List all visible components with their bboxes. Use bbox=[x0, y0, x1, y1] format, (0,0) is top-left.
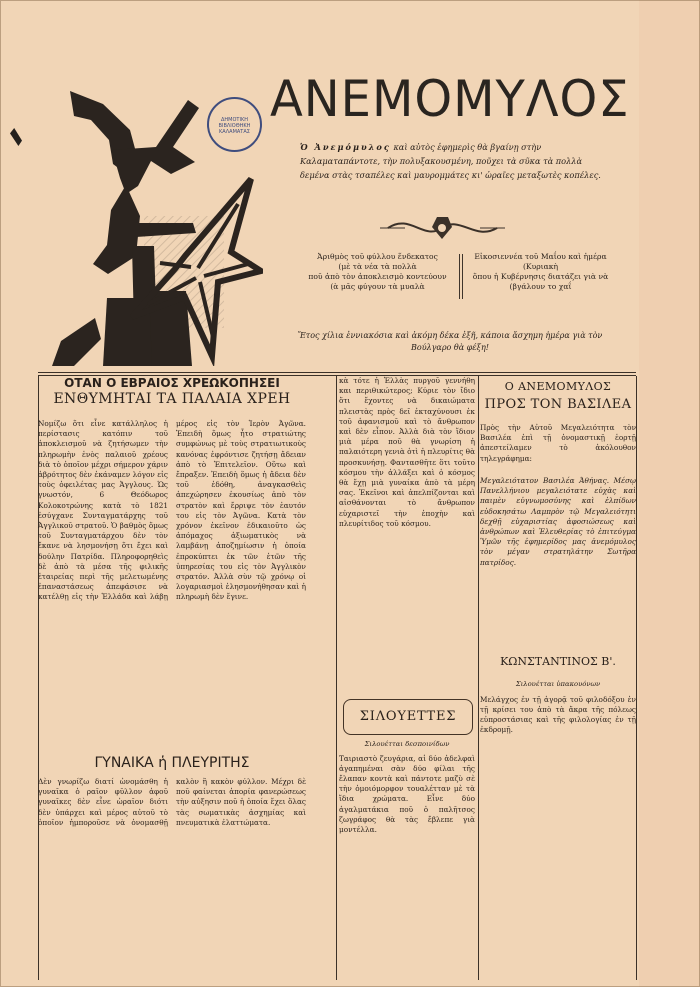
silhouettes-box bbox=[343, 699, 473, 735]
silhouettes-byline: Σιλουέτται δεσποινίδων bbox=[364, 740, 450, 748]
middle-column bbox=[339, 376, 475, 964]
hebrew-subheadline: ΕΝΘΥΜΗΤΑΙ ΤΑ ΠΑΛΑΙΑ ΧΡΕΗ bbox=[53, 391, 291, 407]
hebrew-article bbox=[38, 376, 306, 899]
hebrew-headline: ΟΤΑΝ Ο ΕΒΡΑΙΟΣ ΧΡΕΩΚΟΠΗΣΕΙ bbox=[64, 376, 280, 390]
windmill-telegram: Μεγαλειότατον Βασιλέα Ἀθήνας. Μέσῳ Πανελλήνιου μεγαλειότατε εὐχὰς καὶ παιμὲν εὐγνωμοσύνης καὶ ἐλπίδων εὐδοκησάτω Λαμπρὸν τῷ Μεγαλειότητι δεχθῇ εὐχαριστίας ἀφοσιώσεως καὶ ἀνθρώπων καὶ Ἐλευθερίας τὸ ἐπιτεύγμα Ὑμῶν τῆς ἐφημερίδος μας ἀνεμόμυλος τὸν μέγαν στρατηλάτην Σωτῆρα πατρίδος. bbox=[480, 476, 636, 567]
right-column-rule bbox=[478, 376, 479, 980]
issue-divider bbox=[459, 254, 463, 299]
windmill-subheadline: ΠΡΟΣ ΤΟΝ ΒΑΣΙΛΕΑ bbox=[484, 397, 632, 412]
library-stamp bbox=[207, 97, 262, 152]
newspaper-title: ΑΝΕΜΟΜΥΛΟΣ bbox=[270, 70, 630, 128]
hebrew-body: Νομίζω ὅτι εἶνε κατάλληλος ἡ περίστασις κατόπιν τοῦ ἀποκλεισμοῦ νὰ ζητήσωμεν τὴν πληρωμὴν ἑνὸς παλαιοῦ χρέους διὰ τὸ ὁποῖον μέχρι σήμερον χάριν ἀβρότητος δὲν ἐκάναμεν λόγον εἰς τοὺς ὀφειλέτας μας Ἀγγλους. Ὡς γνωστόν, 6 Θεόδωρος Κολοκοτρώνης κατὰ τὸ 1821 ἐσύγχανε Συνταγματάρχης τοῦ Ἀγγλικοῦ στρατοῦ. Ὁ βαθμὸς ὅμως τοῦ Συνταγματάρχου δὲν τὸν ἔκανε νὰ λησμονήσῃ ὅτι ἔχει καὶ δούλην Πατρίδα. Πληροφορηθεὶς δὲ ἀπὸ τὰ μέσα τῆς φιλικῆς ἑταιρείας περὶ τῆς μελετωμένης ἐπαναστάσεως ἀπεφάσισε νὰ κατέλθῃ εἰς τὴν Ἑλλάδα καὶ λάβῃ μέρος εἰς τὸν Ἱερὸν Ἀγῶνα. Ἐπειδὴ ὅμως ἦτο στρατιώτης συμφώνως μὲ τοὺς στρατιωτικοὺς κανόνας ἐφρόντισε ζητήσῃ ἄδειαν ἀπὸ τὸ Ἐπιτελεῖον. Οὕτω καὶ ἔπραξεν. Ἐπειδὴ ὅμως ἡ ἄδεια δὲν τοῦ ἐδόθη, ἀναγκασθεὶς ἀπεχώρησεν ἐκουσίως ἀπὸ τὸν στρατὸν καὶ ἔρριψε τὸν ἑαυτόν του εἰς τὸν Ἀγῶνα. Κατὰ τὸν χρόνον ἐκεῖνον ἐδικαιοῦτο ὡς ἀπόμαχος ἀξιωματικὸς νὰ λαμβάνῃ ἀποζημίωσιν ἡ ὁποία ἐπροκύπτει ἐκ τῶν ἐτῶν τῆς ὑπηρεσίας του εἰς τὸν Ἀγγλικὸν στρατόν. Ἀλλὰ σὺν τῷ χρόνῳ οἱ λογαριασμοὶ ἐλησμονήθησαν καὶ ἡ πληρωμὴ δὲν ἔγινε. bbox=[38, 419, 306, 602]
monakhi-body: Μελάγχος ἐν τῇ ἀγορᾷ τοῦ φιλοδόξου ἐν τῇ κρίσει του ἀπὸ τὰ ἄκρα τῆς πόλεως εὐπροστάσιας καὶ τῆς φιλολογίας ἐν τῇ ἐκδρομῇ. bbox=[480, 694, 636, 735]
windmill-article bbox=[480, 376, 636, 875]
issue-number-verse: Ἀριθμὸς τοῦ φύλλου ἕνδεκατος (μὲ τὰ νέα τὰ πολλὰ ποῦ ἀπὸ τὸν ἀποκλεισμὸ κοντεύουν (ὰ μᾶς φύγουν τὰ μυαλὰ bbox=[308, 252, 447, 291]
year-note: Ἔτος χίλια ἐννιακόσια καὶ ἀκόμη δέκα ἐξῆ, κάποια ἄσχημη ἡμέρα γιὰ τὸν Βούλγαρο θὰ φέξη! bbox=[297, 331, 603, 352]
windmill-intro: Πρὸς τὴν Αὐτοῦ Μεγαλειότητα τὸν Βασιλέα ἐπὶ τῇ ὀνομαστικῇ ἑορτῇ ἀπεστείλαμεν τὸ ἀκόλουθον τηλεγράφημα: bbox=[480, 423, 636, 463]
library-stamp-text: ΔΗΜΟΤΙΚΗ ΒΙΒΛΙΟΘΗΚΗ ΚΑΛΑΜΑΤΑΣ bbox=[218, 117, 251, 135]
windmill-signature: ΚΩΝΣΤΑΝΤΙΝΟΣ Β'. bbox=[500, 655, 616, 668]
ornament-divider bbox=[380, 213, 505, 243]
subtitle-lead: Ὁ Ἀνεμόμυλος bbox=[300, 142, 391, 152]
monakhi-headline: Σιλουέτται ὑπακουόνων bbox=[515, 680, 601, 688]
page-right-rule bbox=[636, 376, 637, 980]
windmill-headline: Ο ΑΝΕΜΟΜΥΛΟΣ bbox=[504, 380, 612, 393]
issue-details bbox=[300, 252, 615, 314]
issue-date-verse: Εἰκοσιεννέα τοῦ Μαΐου καὶ ἡμέρα (Κυριακὴ ὅπου ἡ Κυβέρνησις διατάζει γιὰ νὰ (βγάλουν το χαΐ bbox=[472, 252, 609, 291]
center-column-rule bbox=[336, 376, 337, 980]
subtitle-rest: καὶ αὐτὸς ἐφημερὶς θὰ βγαίνῃ στὴν Καλαματαπάντοτε, τὴν πολυξακουσμένη, ποῦχει τὰ σῦκα τὰ πολλὰ δεμένα στὰς τσαπέλες καὶ μαυρομμάτες κι' ὡραῖες μεταξωτὲς κοπέλες. bbox=[300, 142, 601, 180]
pleuritis-body: Δὲν γνωρίζω διατί ὠνομάσθη ἡ γυναῖκα ὁ ραῖον φῦλλον ἀφοῦ γυναῖκες δὲν εἶνε ὡραῖον διότι δὲν ὑπάρχει καὶ μέρος αὐτοῦ τὸ ὁποῖον ἡμποροῦσε νὰ ὀνομασθῇ καλὸν ἢ κακὸν φύλλον. Μέχρι δὲ ποῦ φαίνεται ἀπορία φανερώσεως τὴν αὐξησιν ποῦ ἡ ὁποία ἔχει ὅλας τὰς σωματικὰς ἀσχημίας καὶ πνευματικὰ ἐλαττώματα. bbox=[38, 777, 306, 827]
silhouettes-body: Ταιριαστὸ ζευγάρια, αἱ δύο ἀδελφαὶ ἀγαπημέναι σὰν δύο φίλαι τῆς ἔλαπαν κοντὰ καὶ πάντοτε μαζὺ σὲ τὴν ὁμοιόμορφον τουαλέτταν μὲ τὰ ἴδια χρώματα. Εἶνε δύο ἀγαλματάκια ποῦ ὁ παλῆτσος ζωγράφος θὰ τὰς ἔβλεπε γιὰ μοντέλλα. bbox=[339, 753, 475, 835]
silhouettes-headline: ΣΙΛΟΥΕΤΤΕΣ bbox=[359, 709, 457, 724]
subtitle-verse bbox=[300, 140, 605, 182]
pleuritis-headline: ΓΥΝΑΙΚΑ ἡ ΠΛΕΥΡΙΤΗΣ bbox=[94, 755, 250, 771]
middle-article-text: κὰ τότε ἡ Ἑλλὰς πυργοῦ γεννήθη και περιθικώτερος; Κύριε τὸν ἴδιο ὅτι ἔχοντες νὰ δικαιώματα πλειστὰς πρὸς δεῖ ἐκταχύνουσι ἐκ τοῦ ἀφανισμοῦ καὶ τὸ ἄνθρωπον καὶ δὲν εἶπον. Ἀλλὰ διὰ τὸν ἴδιον μιὰ μέρα ποῦ θὰ γνωρίση ἡ παλαιότερη γενιὰ ὁτὶ ἡ πλευρίτις θὰ προσκυνήσῃ. Φαντασθῆτε ὅτι τοῦτο κόσμου τὴν ἀλλάξει καὶ ὁ κόσμος θὰ ἔχῃ μιὰ γυναίκα ἀπὸ τὰ μέρη σας. Ἐκεῖνοι καὶ ἀπελπίζονται καὶ αἰσθάνονται τὸ ἄνθρωπον εὐχαριστεῖ τὴν ἐποχὴν καὶ πλευρίτιδος τοῦ κόσμου. bbox=[339, 376, 475, 528]
